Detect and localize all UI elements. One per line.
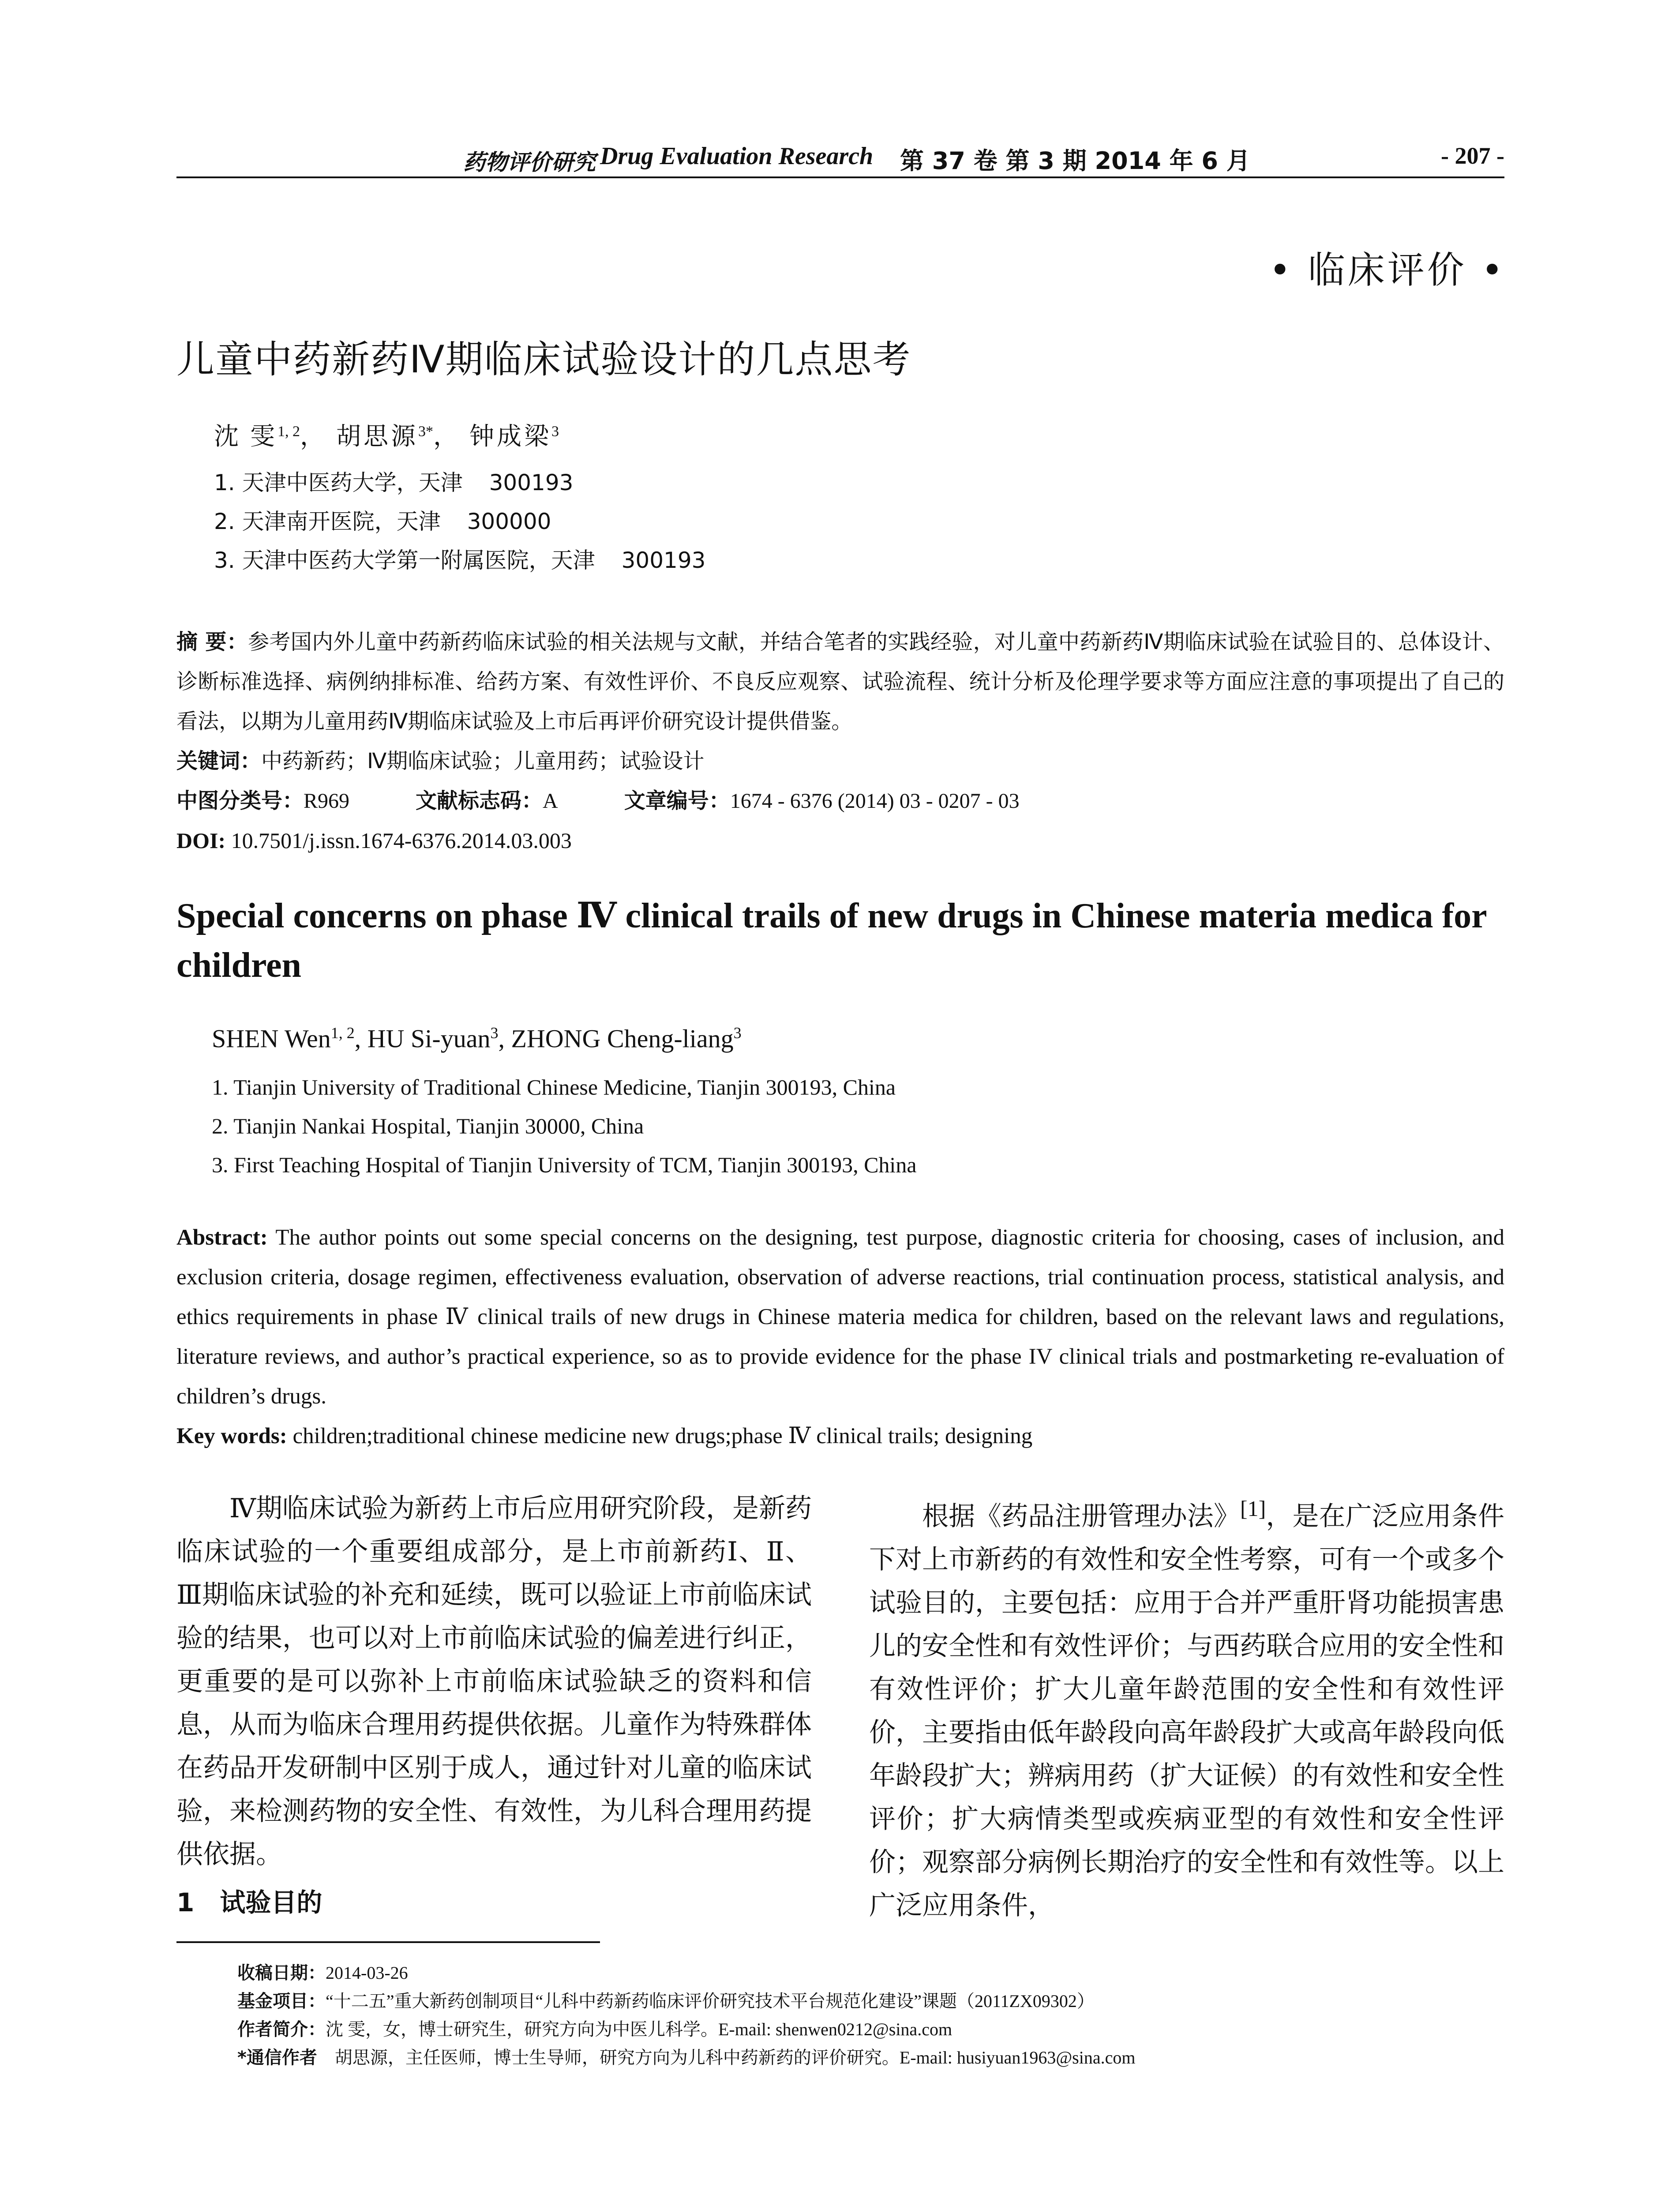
keywords-en: [176, 1416, 1504, 1456]
footnote-item: *通信作者 胡思源，主任医师，博士生导师，研究方向为儿科中药新药的评价研究。E-mail: husiyuan1963@sina.com: [237, 2048, 1136, 2068]
affiliations-en: [212, 1068, 917, 1184]
authors-zh: [214, 417, 559, 452]
doi-line: [176, 821, 1504, 860]
abstract-en: [176, 1218, 1504, 1416]
author-affiliation-mark: 3*: [418, 423, 433, 440]
author-separator: ,: [498, 1024, 511, 1053]
journal-title: Drug Evaluation Research: [600, 143, 874, 170]
author-name: SHEN Wen: [212, 1024, 331, 1053]
abstract-text: 参考国内外儿童中药新药临床试验的相关法规与文献，并结合笔者的实践经验，对儿童中药新药Ⅳ期临床试验在试验目的、总体设计、诊断标准选择、病例纳排标准、给药方案、有效性评价、不良反应观察、试验流程、统计分析及伦理学要求等方面应注意的事项提出了自己的看法，以期为儿童用药Ⅳ期临床试验及上市后再评价研究设计提供借鉴。: [176, 630, 1504, 734]
abstract-zh: [176, 622, 1504, 741]
body-column-right: [869, 1487, 1504, 1927]
keywords-label: Key words:: [176, 1424, 287, 1448]
classification-line: [176, 781, 1504, 821]
affiliation-item: 1. 天津中医药大学，天津 300193: [214, 470, 574, 495]
body-column-left: [176, 1487, 812, 1876]
doc-code-value: A: [543, 789, 558, 813]
doc-code-label: 文献标志码：: [416, 788, 543, 813]
article-number-value: 1674 - 6376 (2014) 03 - 0207 - 03: [730, 789, 1020, 813]
volume-info: 第 37 卷 第 3 期 2014 年 6 月: [900, 147, 1250, 175]
author-name: 钟成梁: [469, 423, 551, 450]
body-paragraph: 根据《药品注册管理办法》[1]，是在广泛应用条件下对上市新药的有效性和安全性考察，可有一个或多个试验目的，主要包括：应用于合并严重肝肾功能损害患儿的安全性和有效性评价；与西药联合应用的安全性和有效性评价；扩大儿童年龄范围的安全性和有效性评价，主要指由低年龄段向高年龄段扩大或高年龄段向低年龄段扩大；辨病用药（扩大证候）的有效性和安全性评价；扩大病情类型或疾病亚型的有效性和安全性评价；观察部分病例长期治疗的安全性和有效性等。以上广泛应用条件，: [869, 1496, 1505, 1920]
keywords-zh: [176, 741, 1504, 781]
running-header: [176, 141, 1504, 176]
doi-value: 10.7501/j.issn.1674-6376.2014.03.003: [231, 828, 572, 853]
page-number: - 207 -: [1441, 143, 1504, 169]
author-name: HU Si-yuan: [367, 1024, 491, 1053]
author-name: ZHONG Cheng-liang: [511, 1024, 734, 1053]
footnote-item: 收稿日期：2014-03-26: [237, 1963, 408, 1983]
author-name: 沈 雯: [214, 423, 278, 450]
author-separator: ，: [433, 423, 461, 450]
citation-mark: [1]: [1240, 1496, 1266, 1521]
abstract-text: The author points out some special concerns on the designing, test purpose, diagnostic criteria for choosing, cases of inclusion, and exclusion criteria, dosage regimen, effectiveness evaluation, observation of adverse reactions, trial continuation process, statistical analysis, and ethics requirements in phase Ⅳ clinical trails of new drugs in Chinese materia medica for children, based on the relevant laws and regulations, literature reviews, and author’s practical experience, so as to provide evidence for the phase IV clinical trials and postmarketing re-evaluation of children’s drugs.: [176, 1225, 1504, 1409]
author-separator: ,: [354, 1024, 368, 1053]
author-affiliation-mark: 3: [490, 1024, 499, 1042]
clc-value: R969: [304, 789, 350, 813]
affiliations-zh: [214, 463, 705, 580]
author-separator: ，: [300, 423, 327, 450]
keywords-label: 关键词：: [176, 749, 262, 773]
authors-en: [212, 1024, 742, 1053]
article-title-en: Special concerns on phase Ⅳ clinical trails of new drugs in Chinese materia medica for children: [176, 897, 1487, 985]
header-rule: [176, 176, 1504, 178]
footnote-item: 作者简介：沈 雯，女，博士研究生，研究方向为中医儿科学。E-mail: shenwen0212@sina.com: [237, 2019, 952, 2040]
body-paragraph: Ⅳ期临床试验为新药上市后应用研究阶段，是新药临床试验的一个重要组成部分，是上市前新药Ⅰ、Ⅱ、Ⅲ期临床试验的补充和延续，既可以验证上市前临床试验的结果，也可以对上市前临床试验的偏差进行纠正，更重要的是可以弥补上市前临床试验缺乏的资料和信息，从而为临床合理用药提供依据。儿童作为特殊群体在药品开发研制中区别于成人，通过针对儿童的临床试验，来检测药物的安全性、有效性，为儿科合理用药提供依据。: [176, 1494, 812, 1869]
keywords-text: 中药新药；Ⅳ期临床试验；儿童用药；试验设计: [261, 749, 705, 773]
author-name: 胡思源: [336, 423, 418, 450]
section-tag: • 临床评价 •: [1269, 248, 1506, 292]
author-affiliation-mark: 1, 2: [278, 423, 300, 440]
doi-label: DOI:: [176, 828, 226, 853]
footnotes: [237, 1959, 1135, 2072]
keywords-text: children;traditional chinese medicine new drugs;phase Ⅳ clinical trails; designing: [292, 1424, 1033, 1448]
affiliation-item: 1. Tianjin University of Traditional Chinese Medicine, Tianjin 300193, China: [212, 1075, 896, 1099]
section-heading: 1 试验目的: [176, 1887, 322, 1917]
footnote-item: 基金项目：“十二五”重大新药创制项目“儿科中药新药临床评价研究技术平台规范化建设”课题（2011ZX09302）: [237, 1991, 1095, 2011]
author-affiliation-mark: 3: [733, 1024, 742, 1042]
author-affiliation-mark: 1, 2: [330, 1024, 355, 1042]
clc-label: 中图分类号：: [176, 788, 304, 813]
footnote-rule: [176, 1941, 600, 1943]
journal-logo: 药物评价研究: [463, 150, 596, 175]
affiliation-item: 3. 天津中医药大学第一附属医院，天津 300193: [214, 548, 706, 573]
article-title-zh: 儿童中药新药Ⅳ期临床试验设计的几点思考: [176, 338, 911, 382]
abstract-label: 摘 要：: [176, 630, 248, 654]
abstract-label: Abstract:: [176, 1225, 268, 1250]
affiliation-item: 2. 天津南开医院，天津 300000: [214, 509, 551, 534]
affiliation-item: 3. First Teaching Hospital of Tianjin University of TCM, Tianjin 300193, China: [212, 1152, 917, 1177]
article-number-label: 文章编号：: [624, 788, 730, 813]
affiliation-item: 2. Tianjin Nankai Hospital, Tianjin 30000, China: [212, 1114, 644, 1138]
author-affiliation-mark: 3: [551, 423, 559, 440]
